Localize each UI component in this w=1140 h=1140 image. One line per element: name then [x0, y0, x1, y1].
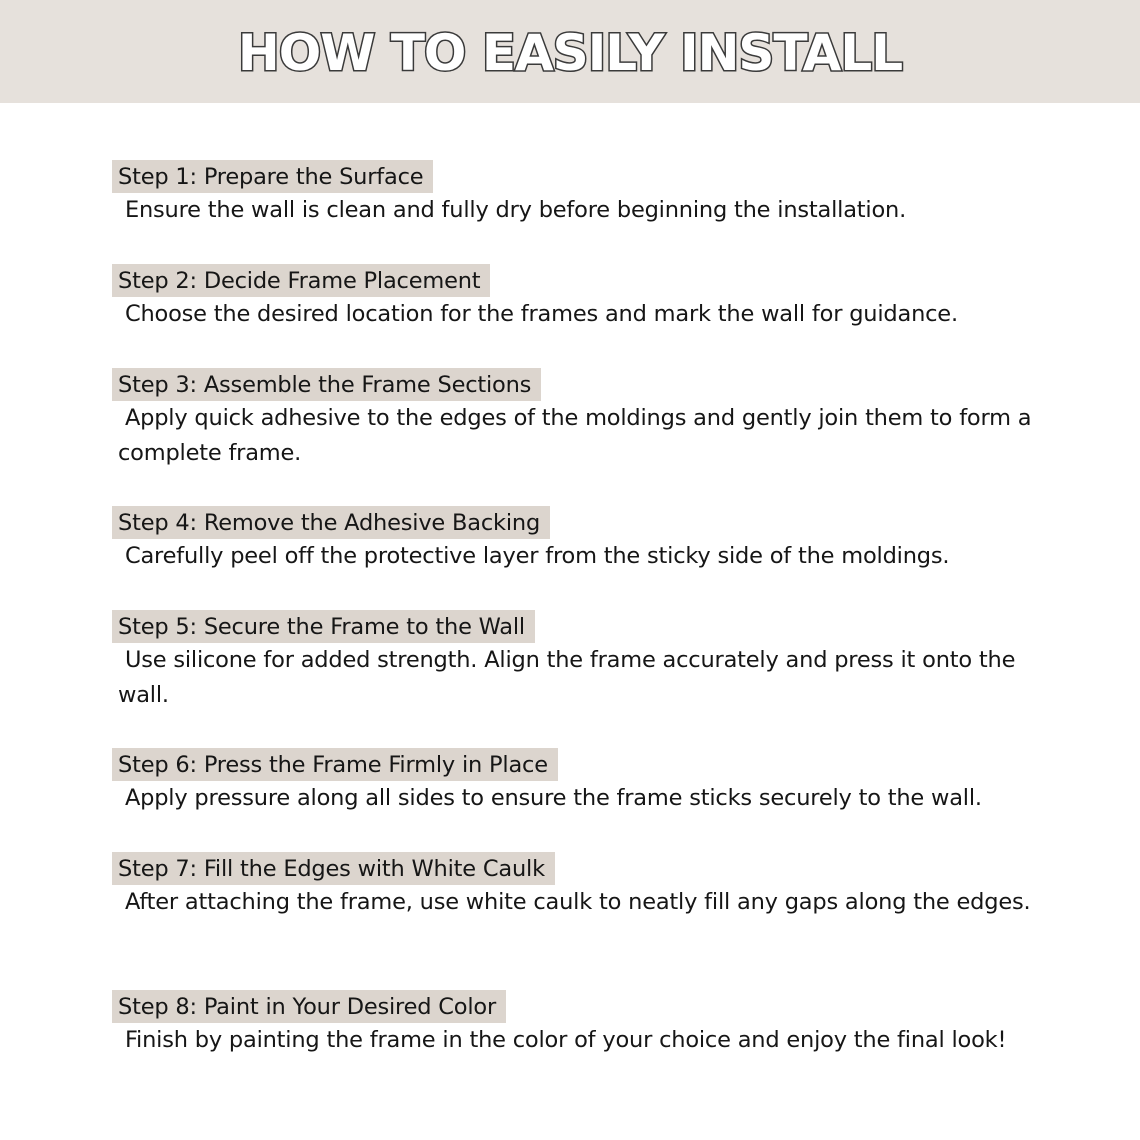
header-banner — [0, 0, 1140, 103]
step-2 — [112, 264, 1052, 332]
step-6 — [112, 748, 1052, 816]
step-4 — [112, 506, 1052, 574]
step-8 — [112, 990, 1052, 1058]
step-heading: Step 2: Decide Frame Placement — [112, 264, 490, 297]
step-heading: Step 8: Paint in Your Desired Color — [112, 990, 506, 1023]
step-description: Choose the desired location for the frames and mark the wall for guidance. — [118, 301, 958, 327]
page-title: HOW TO EASILY INSTALL — [237, 24, 903, 82]
step-description: Ensure the wall is clean and fully dry before beginning the installation. — [118, 197, 907, 223]
step-description: Apply pressure along all sides to ensure the frame sticks securely to the wall. — [118, 785, 982, 811]
step-heading: Step 7: Fill the Edges with White Caulk — [112, 852, 555, 885]
step-heading: Step 3: Assemble the Frame Sections — [112, 368, 541, 401]
step-7 — [112, 852, 1052, 920]
step-description: Finish by painting the frame in the color of your choice and enjoy the final look! — [118, 1027, 1007, 1053]
step-5 — [112, 610, 1052, 712]
step-3 — [112, 368, 1052, 470]
step-heading: Step 6: Press the Frame Firmly in Place — [112, 748, 558, 781]
step-heading: Step 5: Secure the Frame to the Wall — [112, 610, 535, 643]
step-heading: Step 1: Prepare the Surface — [112, 160, 433, 193]
step-1 — [112, 160, 1052, 228]
step-description: After attaching the frame, use white caulk to neatly fill any gaps along the edges. — [118, 889, 1031, 915]
step-description: Carefully peel off the protective layer from the sticky side of the moldings. — [118, 543, 950, 569]
step-heading: Step 4: Remove the Adhesive Backing — [112, 506, 550, 539]
step-description: Apply quick adhesive to the edges of the moldings and gently join them to form a complete frame. — [118, 405, 1039, 466]
step-description: Use silicone for added strength. Align the frame accurately and press it onto the wall. — [118, 647, 1023, 708]
